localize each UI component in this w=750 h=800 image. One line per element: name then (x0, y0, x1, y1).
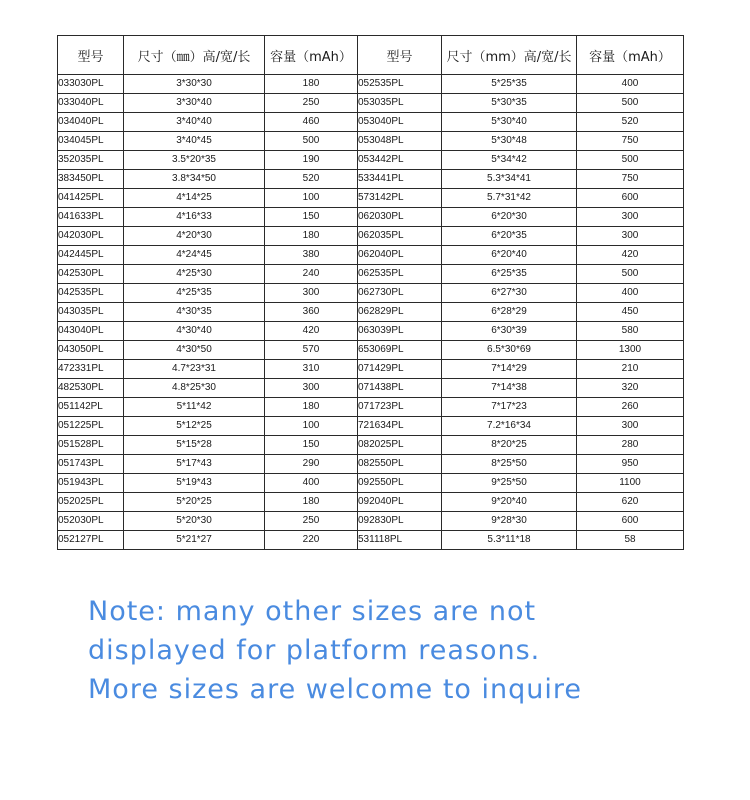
table-row (58, 303, 684, 322)
capacity-cell: 500 (577, 151, 684, 170)
size-cell: 4*30*35 (124, 303, 265, 322)
table-row (58, 227, 684, 246)
table-row (58, 455, 684, 474)
table-row (58, 189, 684, 208)
table-row (58, 322, 684, 341)
capacity-cell: 290 (265, 455, 358, 474)
model-cell: 573142PL (358, 189, 442, 208)
size-cell: 3.8*34*50 (124, 170, 265, 189)
size-cell: 6*20*30 (442, 208, 577, 227)
size-cell: 6.5*30*69 (442, 341, 577, 360)
table-row (58, 379, 684, 398)
capacity-cell: 300 (577, 208, 684, 227)
size-cell: 5*20*30 (124, 512, 265, 531)
size-cell: 5*17*43 (124, 455, 265, 474)
capacity-cell: 1300 (577, 341, 684, 360)
size-cell: 5*12*25 (124, 417, 265, 436)
header-model-2: 型号 (358, 36, 442, 75)
table-row (58, 474, 684, 493)
size-cell: 5*30*40 (442, 113, 577, 132)
model-cell: 034045PL (58, 132, 124, 151)
capacity-cell: 750 (577, 170, 684, 189)
size-cell: 4*24*45 (124, 246, 265, 265)
model-cell: 033040PL (58, 94, 124, 113)
battery-spec-table (57, 35, 684, 550)
model-cell: 052025PL (58, 493, 124, 512)
table-row (58, 208, 684, 227)
model-cell: 071429PL (358, 360, 442, 379)
capacity-cell: 100 (265, 417, 358, 436)
model-cell: 082550PL (358, 455, 442, 474)
model-cell: 062535PL (358, 265, 442, 284)
size-cell: 6*20*35 (442, 227, 577, 246)
size-cell: 7*17*23 (442, 398, 577, 417)
size-cell: 5*11*42 (124, 398, 265, 417)
capacity-cell: 360 (265, 303, 358, 322)
capacity-cell: 570 (265, 341, 358, 360)
capacity-cell: 150 (265, 436, 358, 455)
model-cell: 092550PL (358, 474, 442, 493)
capacity-cell: 260 (577, 398, 684, 417)
table-row (58, 132, 684, 151)
size-cell: 4*20*30 (124, 227, 265, 246)
capacity-cell: 240 (265, 265, 358, 284)
capacity-cell: 400 (577, 284, 684, 303)
capacity-cell: 520 (577, 113, 684, 132)
size-cell: 4*16*33 (124, 208, 265, 227)
model-cell: 472331PL (58, 360, 124, 379)
size-cell: 7.2*16*34 (442, 417, 577, 436)
size-cell: 5*30*35 (442, 94, 577, 113)
capacity-cell: 58 (577, 531, 684, 550)
model-cell: 051743PL (58, 455, 124, 474)
size-cell: 5.7*31*42 (442, 189, 577, 208)
capacity-cell: 620 (577, 493, 684, 512)
model-cell: 042445PL (58, 246, 124, 265)
capacity-cell: 280 (577, 436, 684, 455)
capacity-cell: 320 (577, 379, 684, 398)
size-cell: 7*14*38 (442, 379, 577, 398)
model-cell: 033030PL (58, 75, 124, 94)
size-cell: 9*28*30 (442, 512, 577, 531)
capacity-cell: 400 (265, 474, 358, 493)
model-cell: 052127PL (58, 531, 124, 550)
note-line: displayed for platform reasons. (88, 635, 541, 666)
size-cell: 4*25*30 (124, 265, 265, 284)
capacity-cell: 150 (265, 208, 358, 227)
size-cell: 5*25*35 (442, 75, 577, 94)
table-row (58, 417, 684, 436)
table-row (58, 75, 684, 94)
size-cell: 9*20*40 (442, 493, 577, 512)
model-cell: 071723PL (358, 398, 442, 417)
size-cell: 4*14*25 (124, 189, 265, 208)
size-cell: 4*25*35 (124, 284, 265, 303)
model-cell: 721634PL (358, 417, 442, 436)
note-text (88, 592, 728, 709)
capacity-cell: 300 (265, 379, 358, 398)
model-cell: 092830PL (358, 512, 442, 531)
capacity-cell: 460 (265, 113, 358, 132)
table-row (58, 436, 684, 455)
size-cell: 3*40*40 (124, 113, 265, 132)
capacity-cell: 180 (265, 398, 358, 417)
capacity-cell: 180 (265, 493, 358, 512)
capacity-cell: 210 (577, 360, 684, 379)
capacity-cell: 500 (577, 94, 684, 113)
size-cell: 3*40*45 (124, 132, 265, 151)
table-row (58, 246, 684, 265)
size-cell: 6*27*30 (442, 284, 577, 303)
model-cell: 082025PL (358, 436, 442, 455)
model-cell: 042535PL (58, 284, 124, 303)
size-cell: 4.7*23*31 (124, 360, 265, 379)
size-cell: 6*30*39 (442, 322, 577, 341)
table-row (58, 360, 684, 379)
size-cell: 6*28*29 (442, 303, 577, 322)
capacity-cell: 250 (265, 512, 358, 531)
model-cell: 063039PL (358, 322, 442, 341)
capacity-cell: 400 (577, 75, 684, 94)
table-row (58, 265, 684, 284)
header-capacity-2: 容量（mAh） (577, 36, 684, 75)
model-cell: 051943PL (58, 474, 124, 493)
model-cell: 062040PL (358, 246, 442, 265)
table-row (58, 151, 684, 170)
note-line: More sizes are welcome to inquire (88, 674, 582, 705)
size-cell: 8*25*50 (442, 455, 577, 474)
table-row (58, 398, 684, 417)
capacity-cell: 420 (265, 322, 358, 341)
header-model-1: 型号 (58, 36, 124, 75)
table-row (58, 512, 684, 531)
table-row (58, 170, 684, 189)
table-row (58, 284, 684, 303)
model-cell: 052030PL (58, 512, 124, 531)
model-cell: 051225PL (58, 417, 124, 436)
size-cell: 6*20*40 (442, 246, 577, 265)
capacity-cell: 600 (577, 512, 684, 531)
size-cell: 5.3*11*18 (442, 531, 577, 550)
capacity-cell: 180 (265, 75, 358, 94)
table-body (58, 75, 684, 550)
size-cell: 4*30*40 (124, 322, 265, 341)
model-cell: 042530PL (58, 265, 124, 284)
model-cell: 053040PL (358, 113, 442, 132)
model-cell: 034040PL (58, 113, 124, 132)
model-cell: 051142PL (58, 398, 124, 417)
table-row (58, 531, 684, 550)
size-cell: 7*14*29 (442, 360, 577, 379)
size-cell: 6*25*35 (442, 265, 577, 284)
model-cell: 043040PL (58, 322, 124, 341)
header-capacity-1: 容量（mAh） (265, 36, 358, 75)
model-cell: 051528PL (58, 436, 124, 455)
capacity-cell: 180 (265, 227, 358, 246)
capacity-cell: 300 (577, 417, 684, 436)
capacity-cell: 300 (577, 227, 684, 246)
capacity-cell: 190 (265, 151, 358, 170)
capacity-cell: 1100 (577, 474, 684, 493)
size-cell: 5*34*42 (442, 151, 577, 170)
capacity-cell: 420 (577, 246, 684, 265)
table-row (58, 94, 684, 113)
capacity-cell: 520 (265, 170, 358, 189)
capacity-cell: 100 (265, 189, 358, 208)
size-cell: 5.3*34*41 (442, 170, 577, 189)
size-cell: 8*20*25 (442, 436, 577, 455)
capacity-cell: 300 (265, 284, 358, 303)
capacity-cell: 500 (577, 265, 684, 284)
size-cell: 5*15*28 (124, 436, 265, 455)
model-cell: 653069PL (358, 341, 442, 360)
model-cell: 052535PL (358, 75, 442, 94)
capacity-cell: 450 (577, 303, 684, 322)
capacity-cell: 310 (265, 360, 358, 379)
capacity-cell: 500 (265, 132, 358, 151)
size-cell: 5*30*48 (442, 132, 577, 151)
model-cell: 533441PL (358, 170, 442, 189)
capacity-cell: 220 (265, 531, 358, 550)
capacity-cell: 380 (265, 246, 358, 265)
model-cell: 053035PL (358, 94, 442, 113)
model-cell: 053442PL (358, 151, 442, 170)
model-cell: 053048PL (358, 132, 442, 151)
model-cell: 062030PL (358, 208, 442, 227)
size-cell: 3*30*30 (124, 75, 265, 94)
header-size-1: 尺寸（㎜）高/宽/长 (124, 36, 265, 75)
model-cell: 062829PL (358, 303, 442, 322)
table-row (58, 493, 684, 512)
model-cell: 062730PL (358, 284, 442, 303)
size-cell: 3*30*40 (124, 94, 265, 113)
size-cell: 9*25*50 (442, 474, 577, 493)
model-cell: 041425PL (58, 189, 124, 208)
table-row (58, 341, 684, 360)
header-size-2: 尺寸（mm）高/宽/长 (442, 36, 577, 75)
model-cell: 092040PL (358, 493, 442, 512)
model-cell: 041633PL (58, 208, 124, 227)
table-header-row (58, 36, 684, 75)
capacity-cell: 950 (577, 455, 684, 474)
model-cell: 043050PL (58, 341, 124, 360)
model-cell: 043035PL (58, 303, 124, 322)
size-cell: 5*20*25 (124, 493, 265, 512)
size-cell: 4*30*50 (124, 341, 265, 360)
size-cell: 3.5*20*35 (124, 151, 265, 170)
capacity-cell: 600 (577, 189, 684, 208)
model-cell: 042030PL (58, 227, 124, 246)
size-cell: 5*19*43 (124, 474, 265, 493)
note-line: Note: many other sizes are not (88, 596, 537, 627)
model-cell: 531118PL (358, 531, 442, 550)
model-cell: 383450PL (58, 170, 124, 189)
table-row (58, 113, 684, 132)
capacity-cell: 250 (265, 94, 358, 113)
capacity-cell: 580 (577, 322, 684, 341)
capacity-cell: 750 (577, 132, 684, 151)
model-cell: 062035PL (358, 227, 442, 246)
size-cell: 5*21*27 (124, 531, 265, 550)
model-cell: 071438PL (358, 379, 442, 398)
model-cell: 352035PL (58, 151, 124, 170)
size-cell: 4.8*25*30 (124, 379, 265, 398)
model-cell: 482530PL (58, 379, 124, 398)
